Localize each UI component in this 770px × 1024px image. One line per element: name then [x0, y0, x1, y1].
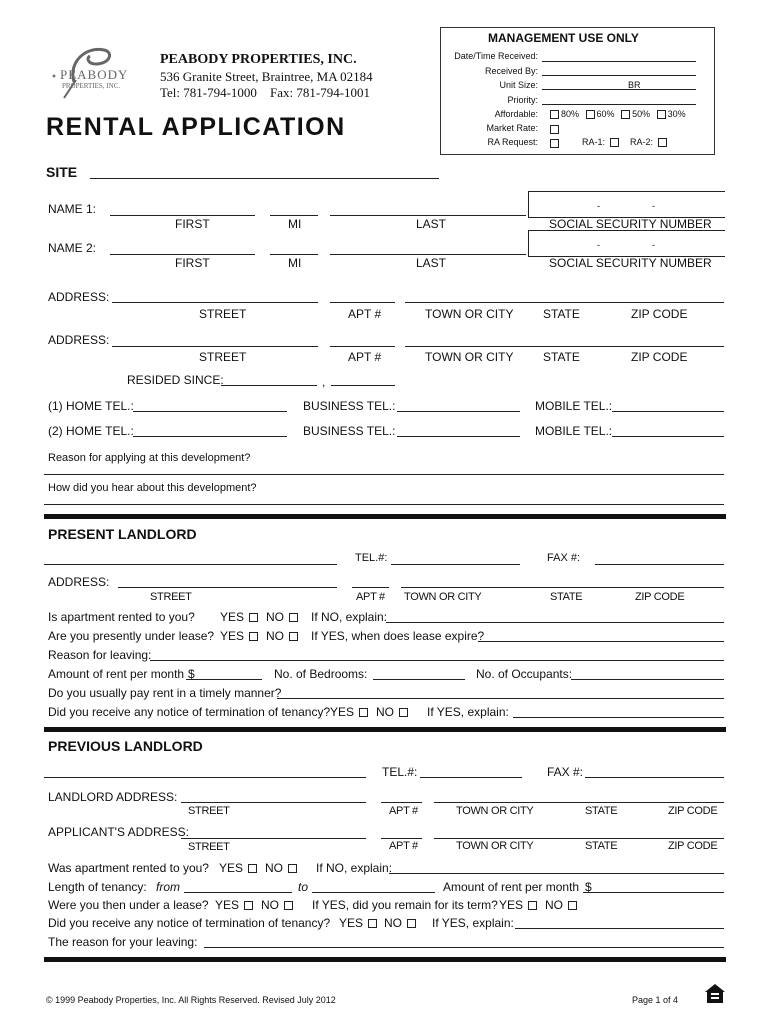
present-if-no-field[interactable]: [386, 622, 724, 623]
name1-ssn-box[interactable]: [528, 191, 725, 218]
management-box: [440, 27, 715, 155]
site-label: SITE: [46, 164, 78, 180]
address1-state-caption: STATE: [543, 307, 580, 321]
name2-mi-caption: MI: [288, 256, 302, 270]
name1-mi-field[interactable]: [270, 215, 318, 216]
prev-notice-yes-label: YES: [339, 916, 364, 930]
present-town-field[interactable]: [401, 587, 724, 588]
previous-landlord-heading: PREVIOUS LANDLORD: [48, 738, 203, 754]
prev-lease-yes-label: YES: [215, 898, 240, 912]
reason-applying-label: Reason for applying at this development?: [48, 452, 251, 464]
prev-notice-no-label: NO: [384, 916, 402, 930]
previous-rent-label: Amount of rent per month: [443, 880, 580, 894]
name2-mi-field[interactable]: [270, 254, 318, 255]
prev-lease-yes-checkbox[interactable]: [244, 901, 253, 910]
previous-fax-label: FAX #:: [547, 765, 584, 779]
ra-request-checkbox[interactable]: [550, 139, 559, 148]
mgmt-ra-label: RA Request:: [487, 137, 538, 147]
previous-lease-no: [261, 898, 295, 912]
previous-if-no-field[interactable]: [389, 873, 724, 874]
ssn2-dash-1: -: [597, 240, 600, 250]
address2-apt-field[interactable]: [330, 346, 395, 347]
present-notice-explain-label: If YES, explain:: [427, 705, 509, 719]
ssn1-dash-2: -: [652, 201, 655, 211]
present-landlord-name-field[interactable]: [44, 564, 337, 565]
page-title: RENTAL APPLICATION: [46, 113, 346, 141]
present-reason-leaving-field[interactable]: [150, 660, 724, 661]
notice-no-label: NO: [376, 705, 394, 719]
previous-rent-field[interactable]: [583, 892, 724, 893]
prev-ll-town-field[interactable]: [434, 802, 724, 803]
prev-ap-town-caption: TOWN OR CITY: [456, 840, 534, 852]
notice-yes-checkbox[interactable]: [359, 708, 368, 717]
aff-50-checkbox[interactable]: [621, 110, 630, 119]
present-notice-explain-field[interactable]: [513, 717, 724, 718]
previous-remain-label: If YES, did you remain for its term?: [312, 898, 498, 912]
previous-tel-label: TEL.#:: [382, 765, 418, 779]
aff-60-checkbox[interactable]: [586, 110, 595, 119]
previous-notice-explain-field[interactable]: [515, 928, 724, 929]
section-divider: [44, 514, 726, 519]
present-rent-field[interactable]: [186, 679, 262, 680]
reason-applying-field[interactable]: [44, 474, 724, 475]
prev-ap-apt-caption: APT #: [389, 840, 418, 852]
company-tel: Tel: 781-794-1000: [160, 85, 257, 100]
present-rented-yes: [220, 610, 260, 624]
previous-from-field[interactable]: [184, 892, 292, 893]
name2-label: NAME 2:: [48, 241, 97, 255]
previous-applicant-address-label: APPLICANT'S ADDRESS:: [48, 825, 189, 839]
mobile2-field[interactable]: [612, 436, 724, 437]
present-lease-expire-field[interactable]: [478, 641, 724, 642]
mgmt-date-label: Date/Time Received:: [454, 51, 538, 61]
mgmt-priority-label: Priority:: [507, 95, 538, 105]
prev-ap-apt-field[interactable]: [381, 838, 422, 839]
present-bedrooms-label: No. of Bedrooms:: [274, 667, 368, 681]
name2-ssn-box[interactable]: [528, 230, 725, 257]
address1-town-caption: TOWN OR CITY: [425, 307, 514, 321]
mgmt-received-field[interactable]: [542, 75, 696, 76]
previous-notice-yes: [339, 916, 379, 930]
name1-label: NAME 1:: [48, 202, 97, 216]
present-lease-label: Are you presently under lease?: [48, 629, 215, 643]
prev-ll-street-field[interactable]: [181, 802, 366, 803]
lease-yes-label: YES: [220, 629, 245, 643]
home1-label: (1) HOME TEL.:: [48, 399, 134, 413]
prev-rented-yes-label: YES: [219, 861, 244, 875]
mgmt-unit-field[interactable]: [542, 89, 696, 90]
name2-first-caption: FIRST: [175, 256, 210, 270]
prev-remain-yes-checkbox[interactable]: [528, 901, 537, 910]
previous-remain-no: [545, 898, 579, 912]
mobile2-label: MOBILE TEL.:: [535, 424, 613, 438]
business2-field[interactable]: [397, 436, 520, 437]
lease-no-label: NO: [266, 629, 284, 643]
lease-no-checkbox[interactable]: [289, 632, 298, 641]
previous-rent-dollar: $: [585, 880, 592, 894]
prev-ap-zip-caption: ZIP CODE: [668, 840, 718, 852]
prev-rented-no-label: NO: [265, 861, 283, 875]
present-address-label: ADDRESS:: [48, 575, 110, 589]
prev-notice-yes-checkbox[interactable]: [368, 919, 377, 928]
aff-30-checkbox[interactable]: [657, 110, 666, 119]
present-bedrooms-field[interactable]: [373, 679, 465, 680]
present-tel-field[interactable]: [391, 564, 520, 565]
previous-landlord-address-label: LANDLORD ADDRESS:: [48, 790, 178, 804]
present-occupants-field[interactable]: [571, 679, 724, 680]
address1-street-field[interactable]: [112, 302, 318, 303]
present-lease-yes: [220, 629, 260, 643]
address1-zip-caption: ZIP CODE: [631, 307, 688, 321]
mgmt-received-label: Received By:: [484, 66, 538, 76]
address2-zip-caption: ZIP CODE: [631, 350, 688, 364]
mgmt-affordable-label: Affordable:: [494, 109, 538, 119]
home2-field[interactable]: [133, 436, 287, 437]
previous-lease-label: Were you then under a lease?: [48, 898, 209, 912]
mobile1-field[interactable]: [612, 411, 724, 412]
present-reason-leaving-label: Reason for leaving:: [48, 648, 152, 662]
prev-ap-street-caption: STREET: [188, 841, 230, 853]
address1-apt-field[interactable]: [330, 302, 395, 303]
address2-town-caption: TOWN OR CITY: [425, 350, 514, 364]
name2-ssn-caption: SOCIAL SECURITY NUMBER: [549, 256, 712, 270]
company-address: 536 Granite Street, Braintree, MA 02184: [160, 69, 373, 84]
present-state-caption: STATE: [550, 591, 583, 603]
prev-rented-no-checkbox[interactable]: [288, 864, 297, 873]
mgmt-date-field[interactable]: [542, 61, 696, 62]
present-street-field[interactable]: [118, 587, 337, 588]
previous-reason-leaving-field[interactable]: [204, 947, 724, 948]
present-landlord-heading: PRESENT LANDLORD: [48, 526, 197, 542]
ra1-checkbox[interactable]: [610, 138, 619, 147]
present-lease-no: [266, 629, 300, 643]
present-occupants-label: No. of Occupants:: [476, 667, 573, 681]
previous-rented-yes: [219, 861, 259, 875]
ssn2-dash-2: -: [652, 240, 655, 250]
logo-text: PEABODY: [60, 67, 129, 82]
mgmt-priority-field[interactable]: [542, 104, 696, 105]
aff-80-checkbox[interactable]: [550, 110, 559, 119]
present-lease-expire-label: If YES, when does lease expire?: [311, 629, 485, 643]
business1-label: BUSINESS TEL.:: [303, 399, 396, 413]
present-rented-no: [266, 610, 300, 624]
name2-first-field[interactable]: [110, 254, 255, 255]
present-rent-label: Amount of rent per month: [48, 667, 185, 681]
address1-apt-caption: APT #: [348, 307, 382, 321]
footer-copyright: © 1999 Peabody Properties, Inc. All Rights Reserved. Revised July 2012: [46, 995, 336, 1005]
ra1-label: RA-1:: [582, 137, 606, 147]
address2-town-field[interactable]: [405, 346, 724, 347]
name1-last-caption: LAST: [416, 217, 447, 231]
ssn1-dash-1: -: [597, 201, 600, 211]
mobile1-label: MOBILE TEL.:: [535, 399, 613, 413]
present-notice-label: Did you receive any notice of termination of tenancy?: [48, 705, 331, 719]
present-timely-field[interactable]: [277, 698, 724, 699]
address1-label: ADDRESS:: [48, 290, 110, 304]
resided-month-field[interactable]: [221, 385, 317, 386]
previous-length-label: Length of tenancy:: [48, 880, 147, 894]
previous-from-label: from: [156, 880, 180, 894]
name2-last-field[interactable]: [330, 254, 526, 255]
hear-about-label: How did you hear about this development?: [48, 482, 257, 494]
previous-to-field[interactable]: [312, 892, 435, 893]
present-fax-label: FAX #:: [547, 552, 581, 564]
aff-50-label: 50%: [632, 109, 651, 119]
resided-label: RESIDED SINCE:: [127, 373, 224, 387]
business1-field[interactable]: [397, 411, 520, 412]
prev-lease-no-checkbox[interactable]: [284, 901, 293, 910]
address2-street-field[interactable]: [112, 346, 318, 347]
present-zip-caption: ZIP CODE: [635, 591, 685, 603]
aff-30-label: 30%: [667, 109, 686, 119]
prev-ap-town-field[interactable]: [434, 838, 724, 839]
prev-ll-apt-caption: APT #: [389, 805, 418, 817]
resided-year-field[interactable]: [331, 385, 395, 386]
present-tel-label: TEL.#:: [355, 552, 388, 564]
company-name: PEABODY PROPERTIES, INC.: [160, 52, 357, 67]
mgmt-br-label: BR: [628, 80, 641, 90]
hear-about-field[interactable]: [44, 504, 724, 505]
name1-mi-caption: MI: [288, 217, 302, 231]
ra2-label: RA-2:: [630, 137, 654, 147]
previous-rented-no: [265, 861, 299, 875]
company-fax: Fax: 781-794-1001: [270, 85, 371, 100]
prev-lease-no-label: NO: [261, 898, 279, 912]
previous-tel-field[interactable]: [420, 777, 522, 778]
prev-ll-zip-caption: ZIP CODE: [668, 805, 718, 817]
name2-last-caption: LAST: [416, 256, 447, 270]
present-if-no-label: If NO, explain:: [311, 610, 388, 624]
equal-housing-icon: [704, 983, 726, 1005]
previous-reason-leaving-label: The reason for your leaving:: [48, 935, 198, 949]
present-rent-dollar: $: [188, 667, 195, 681]
present-notice-no: [376, 705, 410, 719]
address2-apt-caption: APT #: [348, 350, 382, 364]
ra2-checkbox[interactable]: [658, 138, 667, 147]
present-street-caption: STREET: [150, 591, 192, 603]
mgmt-heading: MANAGEMENT USE ONLY: [488, 31, 639, 45]
rented-no-label: NO: [266, 610, 284, 624]
previous-landlord-name-field[interactable]: [44, 777, 366, 778]
footer-page-number: Page 1 of 4: [632, 995, 679, 1005]
present-fax-field[interactable]: [595, 564, 724, 565]
present-apt-caption: APT #: [356, 591, 385, 603]
site-field[interactable]: [90, 178, 439, 179]
previous-to-label: to: [298, 880, 309, 894]
lease-yes-checkbox[interactable]: [249, 632, 258, 641]
prev-ll-street-caption: STREET: [188, 805, 230, 817]
ra2-option: [630, 137, 669, 147]
resided-comma: ,: [322, 375, 326, 389]
aff-60-label: 60%: [596, 109, 615, 119]
name1-ssn-caption: SOCIAL SECURITY NUMBER: [549, 217, 712, 231]
logo-subtext: PROPERTIES, INC.: [62, 82, 121, 90]
previous-if-no-label: If NO, explain:: [316, 861, 393, 875]
address1-town-field[interactable]: [405, 302, 724, 303]
present-notice-yes: [330, 705, 370, 719]
prev-ll-state-caption: STATE: [585, 805, 618, 817]
present-rented-label: Is apartment rented to you?: [48, 610, 195, 624]
previous-fax-field[interactable]: [585, 777, 724, 778]
previous-notice-label: Did you receive any notice of termination of tenancy?: [48, 916, 331, 930]
prev-remain-no-label: NO: [545, 898, 563, 912]
rented-no-checkbox[interactable]: [289, 613, 298, 622]
section-divider-2: [44, 727, 726, 732]
previous-notice-explain-label: If YES, explain:: [432, 916, 514, 930]
home2-label: (2) HOME TEL.:: [48, 424, 134, 438]
rented-yes-checkbox[interactable]: [249, 613, 258, 622]
prev-rented-yes-checkbox[interactable]: [248, 864, 257, 873]
prev-ap-street-field[interactable]: [181, 838, 366, 839]
notice-no-checkbox[interactable]: [399, 708, 408, 717]
present-timely-label: Do you usually pay rent in a timely manner?: [48, 686, 282, 700]
rented-yes-label: YES: [220, 610, 245, 624]
previous-notice-no: [384, 916, 418, 930]
mgmt-affordable-options: [548, 109, 686, 119]
home1-field[interactable]: [133, 411, 287, 412]
prev-ll-town-caption: TOWN OR CITY: [456, 805, 534, 817]
notice-yes-label: YES: [330, 705, 355, 719]
aff-80-label: 80%: [561, 109, 580, 119]
previous-lease-yes: [215, 898, 255, 912]
market-rate-checkbox[interactable]: [550, 125, 559, 134]
name1-last-field[interactable]: [330, 215, 526, 216]
present-apt-field[interactable]: [352, 587, 389, 588]
mgmt-unit-label: Unit Size:: [499, 80, 538, 90]
address2-label: ADDRESS:: [48, 333, 110, 347]
previous-remain-yes: [499, 898, 539, 912]
address1-street-caption: STREET: [199, 307, 247, 321]
business2-label: BUSINESS TEL.:: [303, 424, 396, 438]
present-town-caption: TOWN OR CITY: [404, 591, 482, 603]
address2-street-caption: STREET: [199, 350, 247, 364]
previous-rented-label: Was apartment rented to you?: [48, 861, 209, 875]
name1-first-field[interactable]: [110, 215, 255, 216]
mgmt-market-label: Market Rate:: [486, 123, 538, 133]
prev-ll-apt-field[interactable]: [381, 802, 422, 803]
address2-state-caption: STATE: [543, 350, 580, 364]
ra1-option: [582, 137, 621, 147]
prev-notice-no-checkbox[interactable]: [407, 919, 416, 928]
prev-remain-yes-label: YES: [499, 898, 524, 912]
section-divider-3: [44, 957, 726, 962]
prev-remain-no-checkbox[interactable]: [568, 901, 577, 910]
prev-ap-state-caption: STATE: [585, 840, 618, 852]
name1-first-caption: FIRST: [175, 217, 210, 231]
